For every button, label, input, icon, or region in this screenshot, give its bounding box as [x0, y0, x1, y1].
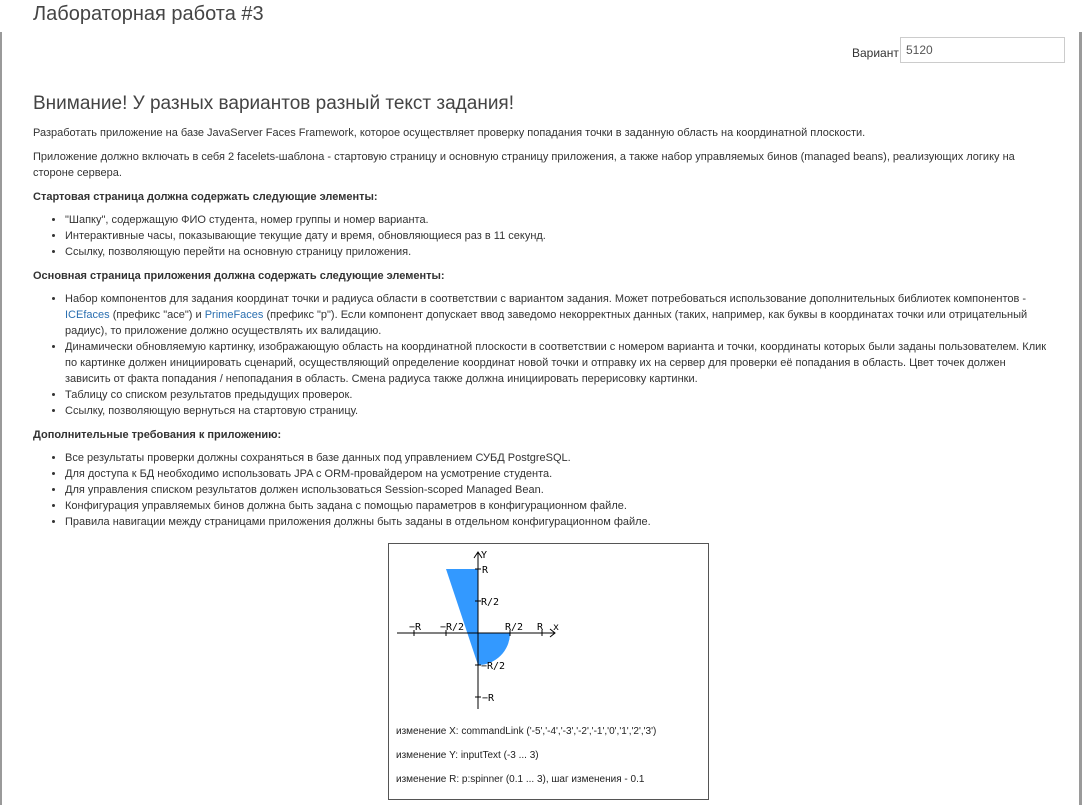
list-item: • Ссылку, позволяющую перейти на основную страницу приложения.: [65, 244, 1053, 260]
intro-paragraph-1: Разработать приложение на базе JavaServer Faces Framework, которое осуществляет проверку попадания точки в заданную область на координатной плоскости.: [33, 127, 866, 139]
primefaces-link[interactable]: PrimeFaces: [204, 309, 264, 321]
x-axis-label: x: [553, 622, 560, 633]
list-item: • Таблицу со списком результатов предыдущих проверок.: [65, 387, 1053, 403]
tick-label-r-y: R: [482, 565, 489, 576]
left-divider: [0, 32, 2, 805]
list-item: • Ссылку, позволяющую вернуться на стартовую страницу.: [65, 403, 1053, 419]
start-page-list: [33, 212, 1053, 260]
page-title: Лабораторная работа #3: [33, 3, 264, 25]
variant-input[interactable]: [900, 37, 1065, 63]
tick-label-half-r-x: R/2: [505, 622, 524, 633]
tick-label-neg-half-r-y: −R/2: [481, 661, 506, 672]
extra-requirements-list: [33, 450, 1053, 530]
variant-label: Вариант: [852, 46, 899, 60]
main-page-heading: Основная страница приложения должна содержать следующие элементы:: [33, 270, 445, 282]
y-axis-label: Y: [481, 550, 488, 561]
tick-label-half-r-y: R/2: [481, 597, 500, 608]
extra-requirements-heading: Дополнительные требования к приложению:: [33, 429, 282, 441]
list-item: • Для доступа к БД необходимо использовать JPA с ORM-провайдером на усмотрение студента.: [65, 466, 1053, 482]
title-bar: [0, 0, 1082, 32]
caption-x: изменение X: commandLink ('-5','-4','-3','-2','-1','0','1','2','3'): [396, 726, 657, 737]
caption-y: изменение Y: inputText (-3 ... 3): [396, 750, 539, 761]
list-text: (префикс "ace") и: [109, 309, 205, 321]
list-item: • "Шапку", содержащую ФИО студента, номер группы и номер варианта.: [65, 212, 1053, 228]
tick-label-neg-half-r-x: −R/2: [440, 622, 465, 633]
main-page-list: [33, 291, 1053, 419]
icefaces-link[interactable]: ICEfaces: [65, 309, 110, 321]
coordinate-plane: [389, 544, 710, 714]
tick-label-neg-r-x: −R: [409, 622, 422, 633]
list-item: [65, 291, 1053, 339]
tick-label-r-x: R: [537, 622, 544, 633]
list-item: • Все результаты проверки должны сохраняться в базе данных под управлением СУБД PostgreSQL.: [65, 450, 1053, 466]
list-item: • Интерактивные часы, показывающие текущие дату и время, обновляющиеся раз в 11 секунд.: [65, 228, 1053, 244]
intro-paragraph-2: Приложение должно включать в себя 2 facelets-шаблона - стартовую страницу и основную страницу приложения, а также набор управляемых бинов (managed beans), реализующих логику на стороне сервера.: [33, 151, 1015, 179]
list-item: • Конфигурация управляемых бинов должна быть задана с помощью параметров в конфигурационном файле.: [65, 498, 1053, 514]
list-item: • Динамически обновляемую картинку, изображающую область на координатной плоскости в соответствии с номером варианта и точки, координаты которых были заданы пользователем. Клик по картинке должен инициировать сценарий, осуществляющий определение координат новой точки и отправку их на сервер для проверки её попадания в область. Цвет точек должен зависить от факта попадания / непопадания в область. Смена радиуса также должна инициировать перерисовку картинки.: [65, 339, 1053, 387]
list-item: • Для управления списком результатов должен использоваться Session-scoped Managed Bean.: [65, 482, 1053, 498]
list-item: • Правила навигации между страницами приложения должны быть заданы в отдельном конфигурационном файле.: [65, 514, 1053, 530]
tick-label-neg-r-y: −R: [482, 693, 495, 704]
task-heading: Внимание! У разных вариантов разный текст задания!: [33, 93, 515, 114]
area-figure: [388, 543, 709, 800]
task-content: [33, 92, 1053, 538]
start-page-heading: Стартовая страница должна содержать следующие элементы:: [33, 191, 378, 203]
list-text: Набор компонентов для задания координат точки и радиуса области в соответствии с вариантом задания. Может потребоваться использование дополнительных библиотек компонентов -: [65, 293, 1027, 305]
caption-r: изменение R: p:spinner (0.1 ... 3), шаг изменения - 0.1: [396, 774, 645, 785]
list-text: (префикс "p"). Если компонент допускает ввод заведомо некорректных данных (таких, например, как буквы в координатах точки или отрицательный радиус), то приложение должно осуществлять их валидацию.: [65, 309, 1028, 337]
